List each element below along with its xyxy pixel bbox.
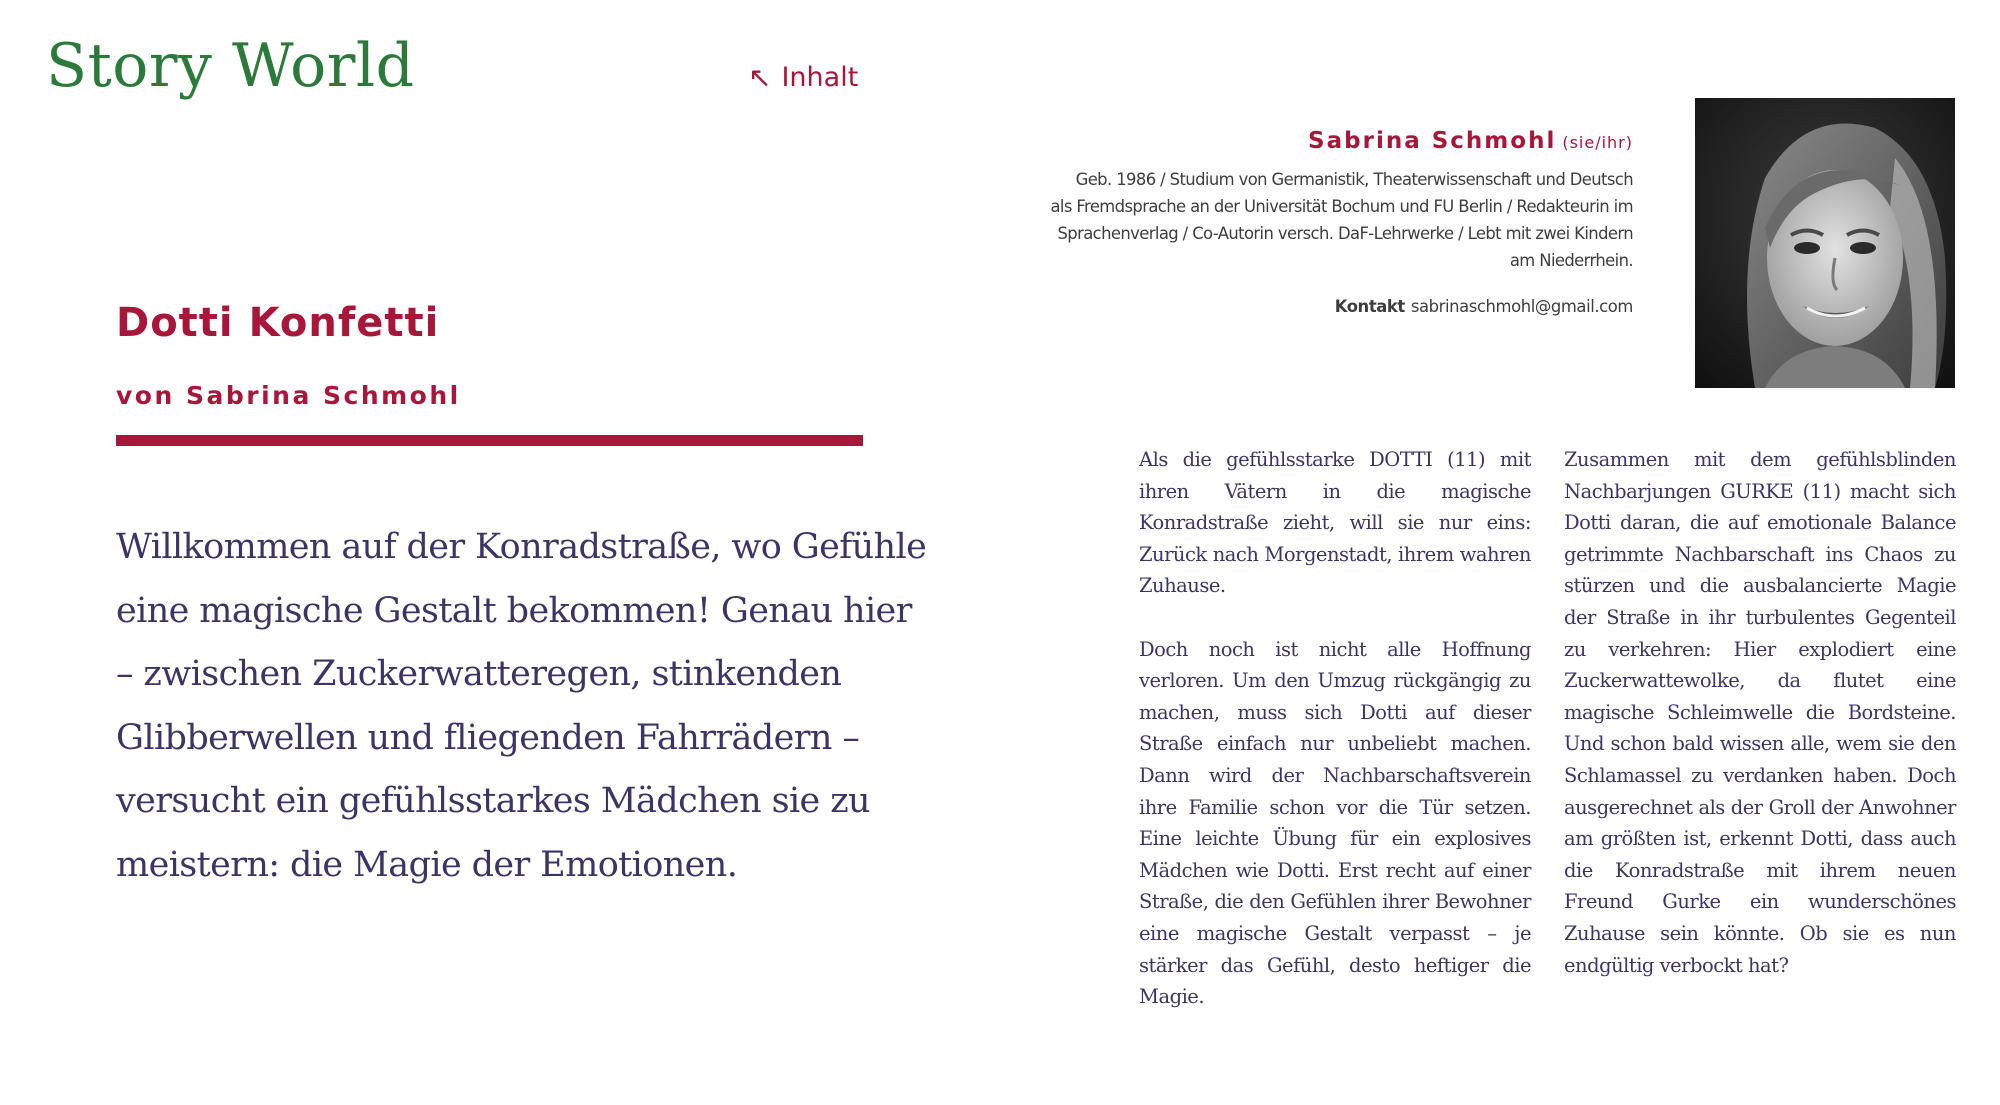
author-name: Sabrina Schmohl	[1308, 128, 1557, 154]
author-bio: Geb. 1986 / Studium von Germanistik, Theaterwissenschaft und Deutsch als Fremdsprache an der Universität Bochum und FU Berlin / Redakteurin im Sprachenverlag / Co-Autorin versch. DaF-Lehrwerke / Lebt mit zwei Kindern am Niederrhein.	[1050, 170, 1633, 270]
author-portrait-image	[1695, 98, 1955, 388]
synopsis-column-2: Zusammen mit dem gefühlsblinden Nachbarjungen GURKE (11) macht sich Dotti daran, die auf emotionale Balance getrimmte Nachbarschaft ins Chaos zu stürzen und die ausbalancierte Magie der Straße in ihr turbulentes Gegenteil zu verkehren: Hier explodiert eine Zuckerwattewolke, da flutet eine magische Schleimwelle die Bordsteine. Und schon bald wissen alle, wem sie den Schlamassel zu verdanken haben. Doch ausgerechnet als der Groll der Anwohner am größten ist, erkennt Dotti, dass auch die Konradstraße mit ihrem neuen Freund Gurke ein wunderschönes Zuhause sein könnte. Ob sie es nun endgültig verbockt hat?	[1564, 448, 1956, 977]
author-contact	[1050, 293, 1633, 320]
author-name-line	[1050, 118, 1633, 166]
author-photo	[1695, 98, 1955, 388]
section-title: Story World	[46, 31, 415, 101]
toc-link[interactable]	[748, 58, 858, 98]
book-title: Dotti Konfetti	[116, 300, 440, 346]
contact-email-link[interactable]: sabrinaschmohl@gmail.com	[1410, 297, 1633, 316]
author-pronouns: (sie/ihr)	[1562, 133, 1633, 152]
author-info	[1050, 118, 1633, 320]
book-author-line: von Sabrina Schmohl	[116, 381, 461, 410]
arrow-up-left-icon: ↖	[748, 61, 772, 94]
synopsis-column-1: Als die gefühlsstarke DOTTI (11) mit ihren Vätern in die magische Konradstraße zieht, will sie nur eins: Zurück nach Morgenstadt, ihrem wahren Zuhause. Doch noch ist nicht alle Hoffnung verloren. Um den Umzug rückgängig zu machen, muss sich Dotti auf dieser Straße einfach nur unbeliebt machen. Dann wird der Nachbarschaftsverein ihre Familie schon vor die Tür setzen. Eine leichte Übung für ein explosives Mädchen wie Dotti. Erst recht auf einer Straße, die den Gefühlen ihrer Bewohner eine magische Gestalt verpasst – je stärker das Gefühl, desto heftiger die Magie.	[1139, 448, 1531, 1009]
toc-link-label: Inhalt	[781, 62, 859, 93]
book-teaser: Willkommen auf der Konradstraße, wo Gefühle eine magische Gestalt bekommen! Genau hier – zwischen Zuckerwatteregen, stinkenden Glibberwellen und fliegenden Fahrrädern – versucht ein gefühlsstarkes Mädchen sie zu meistern: die Magie der Emotionen.	[116, 527, 927, 885]
title-divider	[116, 435, 863, 446]
contact-label: Kontakt	[1334, 297, 1405, 316]
